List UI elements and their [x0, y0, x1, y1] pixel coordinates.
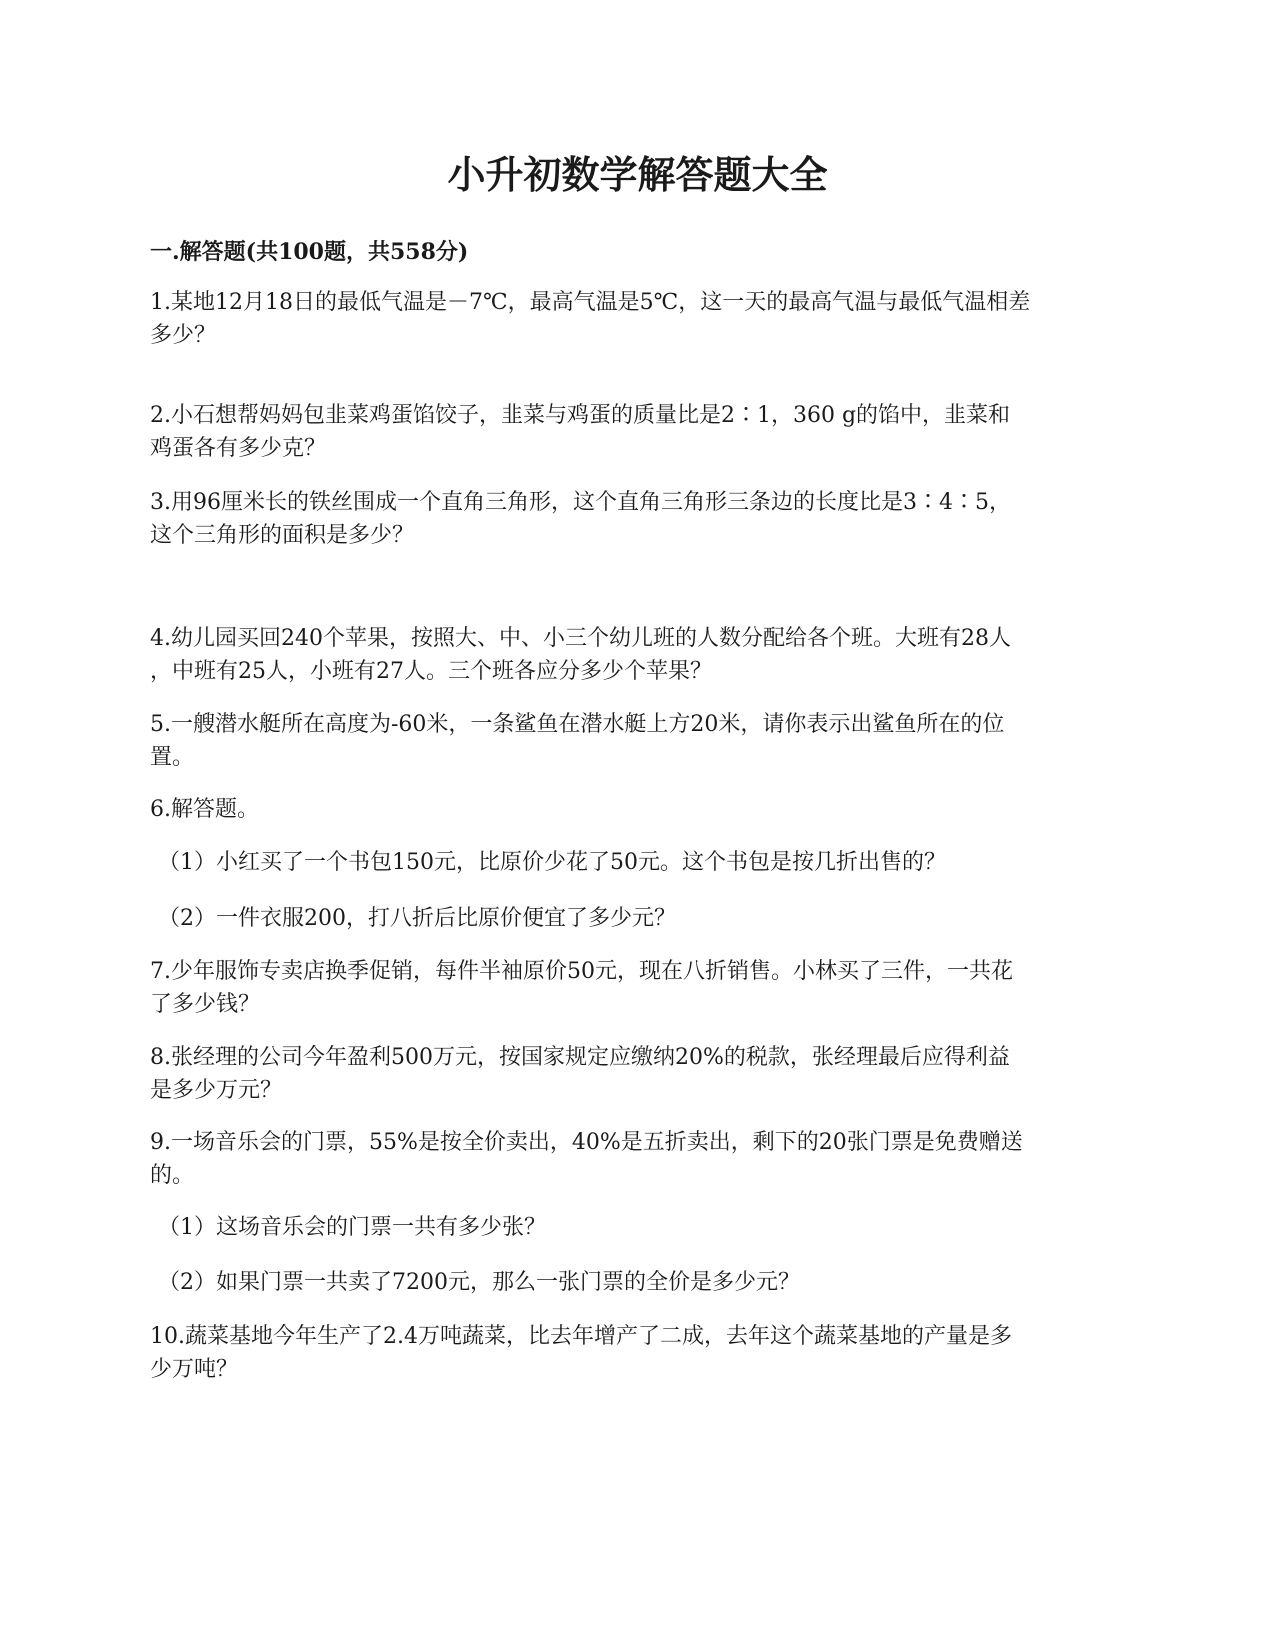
question-line: （1）这场音乐会的门票一共有多少张？ — [158, 1215, 546, 1240]
question-9-part-2 — [158, 1266, 1133, 1299]
question-line: （2）如果门票一共卖了7200元，那么一张门票的全价是多少元？ — [158, 1270, 800, 1295]
question-7 — [150, 955, 1125, 1021]
question-6-part-2 — [158, 902, 1133, 935]
question-4 — [150, 622, 1125, 688]
question-line: ，中班有25人，小班有27人。三个班各应分多少个苹果？ — [150, 659, 712, 684]
question-line: 8.张经理的公司今年盈利500万元，按国家规定应缴纳20%的税款，张经理最后应得利益 — [150, 1045, 1010, 1070]
question-line: 鸡蛋各有多少克？ — [150, 436, 327, 461]
question-line: 是多少万元？ — [150, 1078, 283, 1103]
question-line: 了多少钱？ — [150, 992, 261, 1017]
question-line: 这个三角形的面积是多少？ — [150, 523, 415, 548]
section-heading: 一.解答题(共100题，共558分) — [150, 239, 469, 265]
question-line: 的。 — [150, 1163, 195, 1188]
question-9-part-1 — [158, 1211, 1133, 1244]
question-line: 置。 — [150, 745, 195, 770]
question-line: 多少？ — [150, 323, 217, 348]
question-line: 4.幼儿园买回240个苹果，按照大、中、小三个幼儿班的人数分配给各个班。大班有28人 — [150, 626, 1011, 651]
question-line: 7.少年服饰专卖店换季促销，每件半袖原价50元，现在八折销售。小林买了三件，一共花 — [150, 959, 1013, 984]
question-line: 2.小石想帮妈妈包韭菜鸡蛋馅饺子，韭菜与鸡蛋的质量比是2∶1，360 g的馅中，韭菜和 — [150, 403, 1011, 428]
question-line: 10.蔬菜基地今年生产了2.4万吨蔬菜，比去年增产了二成，去年这个蔬菜基地的产量是多 — [150, 1324, 1012, 1349]
question-2 — [150, 399, 1125, 465]
question-8 — [150, 1041, 1125, 1107]
question-line: 6.解答题。 — [150, 797, 259, 822]
question-line: 1.某地12月18日的最低气温是－7℃，最高气温是5℃，这一天的最高气温与最低气温相差 — [150, 290, 1031, 315]
document-title: 小升初数学解答题大全 — [447, 152, 828, 197]
question-line: 少万吨？ — [150, 1357, 239, 1382]
question-line: 9.一场音乐会的门票，55%是按全价卖出，40%是五折卖出，剩下的20张门票是免费赠送 — [150, 1130, 1023, 1155]
question-line: 5.一艘潜水艇所在高度为-60米，一条鲨鱼在潜水艇上方20米，请你表示出鲨鱼所在的位 — [150, 712, 1005, 737]
question-6 — [150, 793, 1125, 826]
question-9 — [150, 1126, 1125, 1192]
question-1 — [150, 286, 1125, 352]
question-6-part-1 — [158, 846, 1133, 879]
question-3 — [150, 486, 1125, 552]
question-line: （2）一件衣服200，打八折后比原价便宜了多少元？ — [158, 906, 676, 931]
question-5 — [150, 708, 1125, 774]
question-line: 3.用96厘米长的铁丝围成一个直角三角形，这个直角三角形三条边的长度比是3∶4∶5， — [150, 490, 1011, 515]
question-10 — [150, 1320, 1125, 1386]
question-line: （1）小红买了一个书包150元，比原价少花了50元。这个书包是按几折出售的？ — [158, 850, 946, 875]
